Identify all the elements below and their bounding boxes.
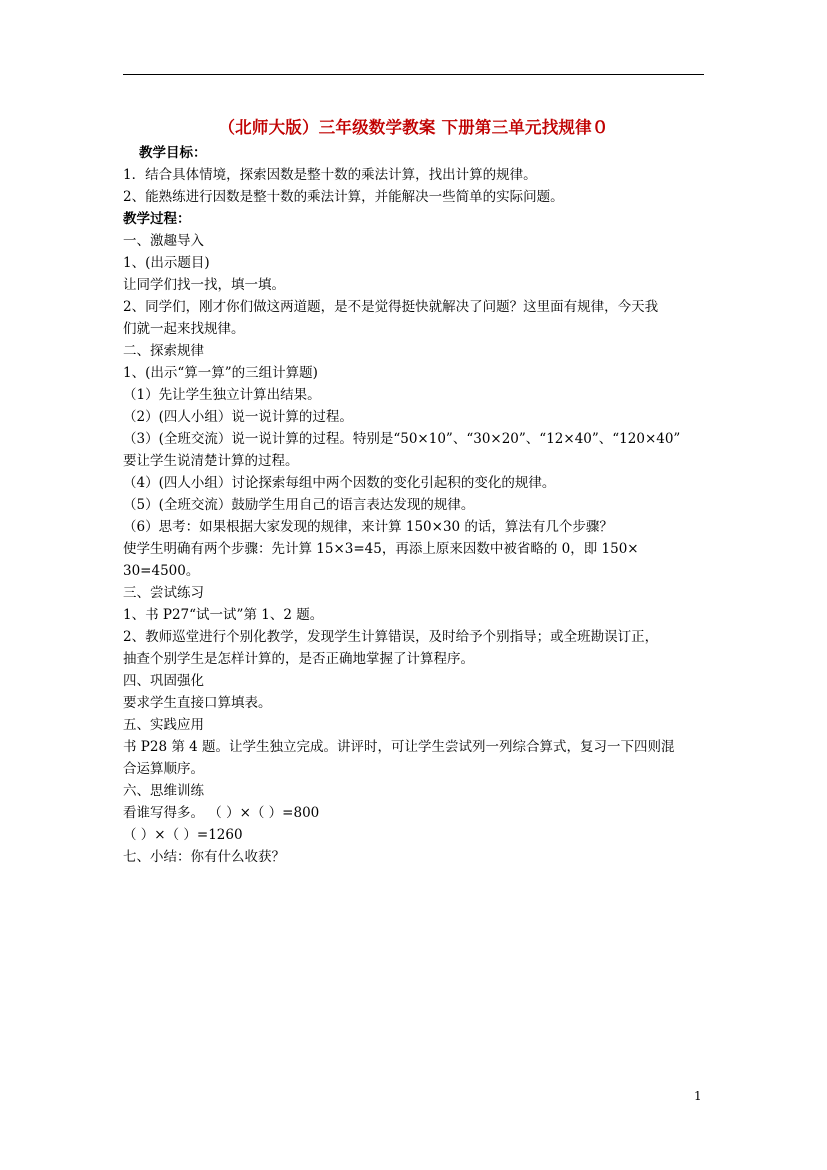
body-line: 一、激趣导入: [123, 233, 204, 249]
body-line: 2、教师巡堂进行个别化教学，发现学生计算错误，及时给予个别指导；或全班勘误订正，: [123, 629, 659, 645]
body-line: 七、小结：你有什么收获？: [123, 849, 285, 865]
body-line: 2、同学们，刚才你们做这两道题，是不是觉得挺快就解决了问题？这里面有规律，今天我: [123, 299, 659, 315]
body-line: 1、(出示题目): [123, 255, 210, 271]
document-title: （北师大版）三年级数学教案 下册第三单元找规律０: [218, 118, 609, 137]
body-line: （6）思考：如果根据大家发现的规律，来计算 150×30 的话，算法有几个步骤？: [123, 519, 613, 535]
body-line: 要求学生直接口算填表。: [123, 695, 272, 711]
header-rule: [123, 74, 704, 75]
body-line: （2）(四人小组）说一说计算的过程。: [123, 409, 353, 425]
body-line: （3）(全班交流）说一说计算的过程。特别是“50×10”、“30×20”、“12×40”、“120×40”: [123, 431, 681, 447]
body-line: 合运算顺序。: [123, 761, 204, 777]
body-line: 抽查个别学生是怎样计算的，是否正确地掌握了计算程序。: [123, 651, 474, 667]
body-line: 书 P28 第 4 题。让学生独立完成。讲评时，可让学生尝试列一列综合算式，复习一下四则混: [123, 739, 675, 755]
body-line: 2、能熟练进行因数是整十数的乘法计算，并能解决一些简单的实际问题。: [123, 189, 564, 205]
page-number: 1: [694, 1089, 702, 1103]
body-line: 五、实践应用: [123, 717, 204, 733]
body-line: 六、思维训练: [123, 783, 204, 799]
body-line: 1．结合具体情境，探索因数是整十数的乘法计算，找出计算的规律。: [123, 167, 537, 183]
body-line: 要让学生说清楚计算的过程。: [123, 453, 299, 469]
body-line: 们就一起来找规律。: [123, 321, 245, 337]
body-line: 30=4500。: [123, 563, 200, 579]
section-heading-goals: 教学目标：: [139, 145, 207, 161]
body-line: 使学生明确有两个步骤：先计算 15×3=45，再添上原来因数中被省略的 0，即 150×: [123, 541, 639, 557]
body-line: 二、探索规律: [123, 343, 204, 359]
body-line: （ ）×（ ）=1260: [123, 827, 243, 843]
body-line: （1）先让学生独立计算出结果。: [123, 387, 321, 403]
body-line: （5）(全班交流）鼓励学生用自己的语言表达发现的规律。: [123, 497, 475, 513]
section-heading-process: 教学过程：: [123, 211, 191, 227]
document-body: [123, 142, 707, 868]
body-line: （4）(四人小组）讨论探索每组中两个因数的变化引起积的变化的规律。: [123, 475, 556, 491]
body-line: 四、巩固强化: [123, 673, 204, 689]
body-line: 1、(出示“算一算”的三组计算题): [123, 365, 318, 381]
body-line: 1、书 P27“试一试”第 1、2 题。: [123, 607, 324, 623]
body-line: 三、尝试练习: [123, 585, 204, 601]
body-line: 看谁写得多。 （ ）×（ ）=800: [123, 805, 320, 821]
body-line: 让同学们找一找，填一填。: [123, 277, 285, 293]
